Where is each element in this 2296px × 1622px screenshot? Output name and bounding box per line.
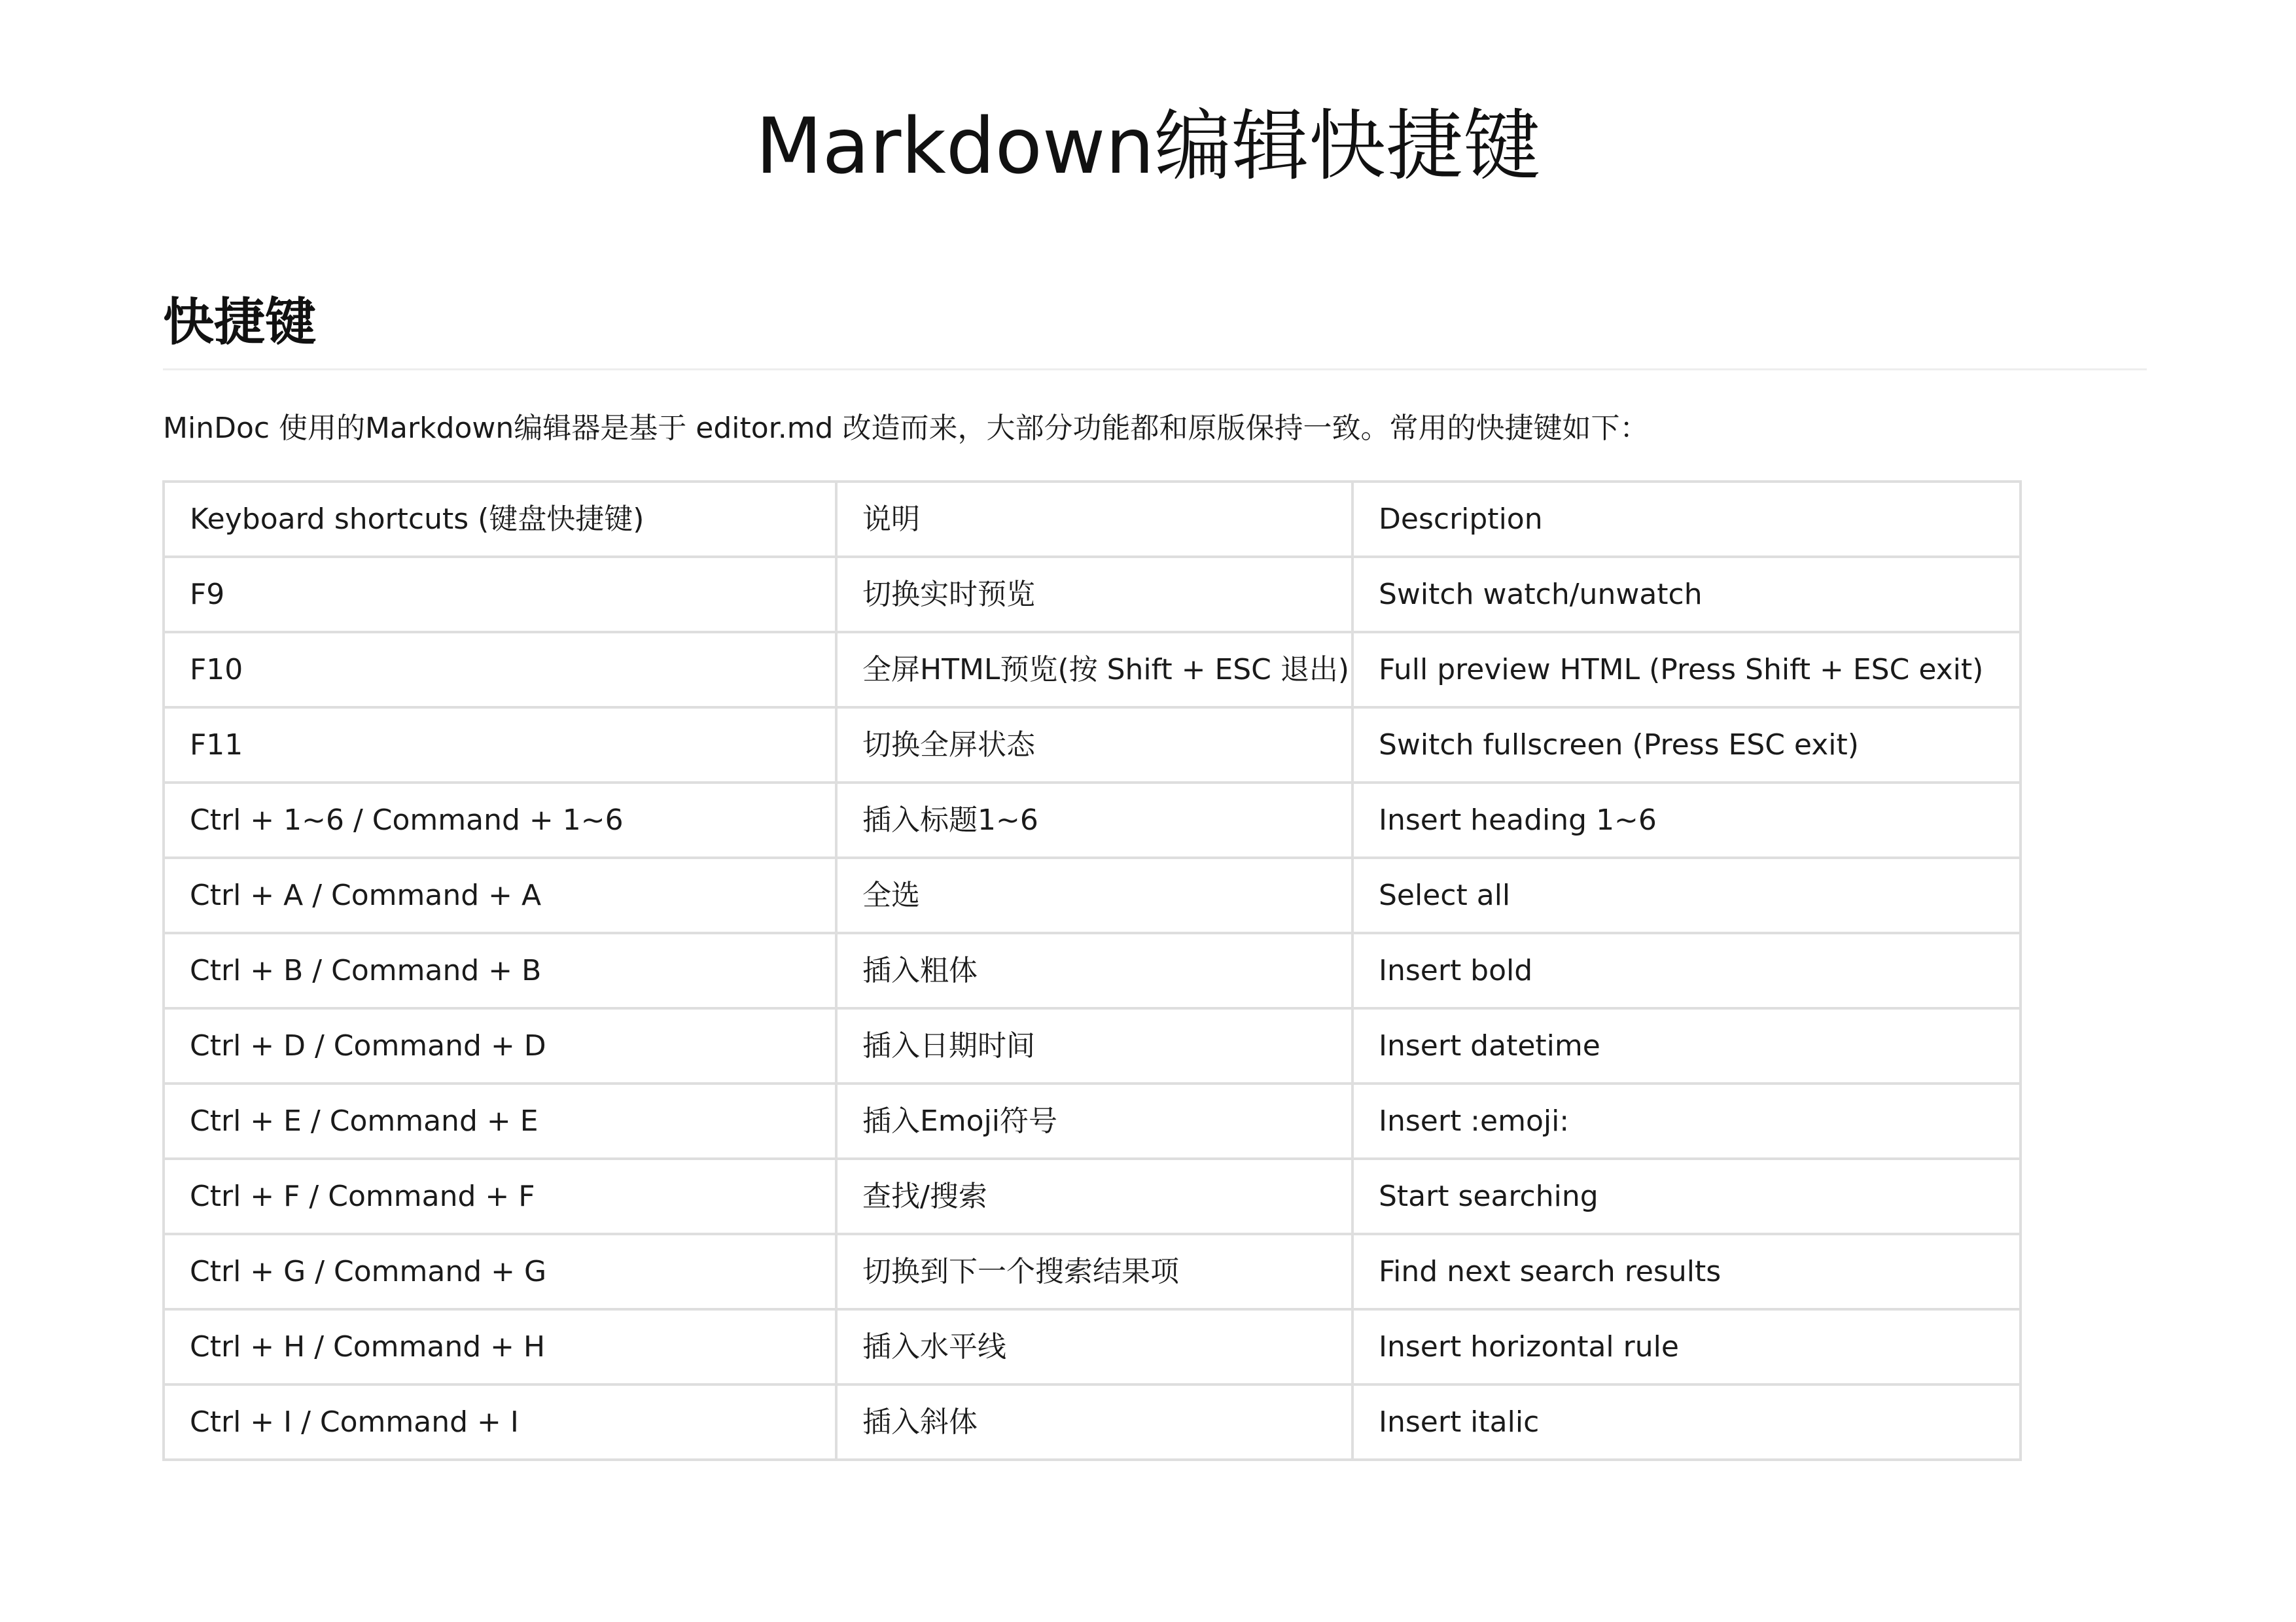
shortcut-cell: Ctrl + H / Command + H [164,1309,836,1384]
section-divider [163,368,2147,370]
table-row [164,1084,2021,1159]
table-row [164,1309,2021,1384]
shortcut-cell: Ctrl + D / Command + D [164,1008,836,1084]
table-row [164,783,2021,858]
note-cell: 全屏HTML预览(按 Shift + ESC 退出) [836,632,1352,707]
header-cell-description: Description [1352,482,2021,557]
shortcut-cell: Ctrl + I / Command + I [164,1384,836,1460]
shortcut-cell: Ctrl + A / Command + A [164,858,836,933]
section-heading: 快捷键 [163,293,317,352]
document-title: Markdown编辑快捷键 [755,101,1541,191]
note-cell: 插入粗体 [836,933,1352,1008]
shortcut-cell: F10 [164,632,836,707]
shortcut-cell: Ctrl + 1~6 / Command + 1~6 [164,783,836,858]
description-cell: Switch watch/unwatch [1352,557,2021,632]
table-row [164,1384,2021,1460]
description-cell: Switch fullscreen (Press ESC exit) [1352,707,2021,783]
table-row [164,933,2021,1008]
shortcut-table [162,480,2022,1461]
note-cell: 查找/搜索 [836,1159,1352,1234]
note-cell: 插入斜体 [836,1384,1352,1460]
description-cell: Find next search results [1352,1234,2021,1309]
shortcut-cell: F9 [164,557,836,632]
description-cell: Full preview HTML (Press Shift + ESC exit) [1352,632,2021,707]
description-cell: Insert datetime [1352,1008,2021,1084]
description-cell: Insert italic [1352,1384,2021,1460]
note-cell: 切换到下一个搜索结果项 [836,1234,1352,1309]
table-row [164,1234,2021,1309]
header-cell-shortcut: Keyboard shortcuts (键盘快捷键) [164,482,836,557]
intro-paragraph: MinDoc 使用的Markdown编辑器是基于 editor.md 改造而来，大部分功能都和原版保持一致。常用的快捷键如下： [163,412,1649,445]
description-cell: Start searching [1352,1159,2021,1234]
note-cell: 插入Emoji符号 [836,1084,1352,1159]
shortcut-cell: Ctrl + F / Command + F [164,1159,836,1234]
note-cell: 插入水平线 [836,1309,1352,1384]
shortcut-cell: F11 [164,707,836,783]
note-cell: 切换实时预览 [836,557,1352,632]
table-row [164,707,2021,783]
description-cell: Insert heading 1~6 [1352,783,2021,858]
shortcut-cell: Ctrl + B / Command + B [164,933,836,1008]
table-row [164,858,2021,933]
note-cell: 插入标题1~6 [836,783,1352,858]
table-row [164,632,2021,707]
header-cell-note: 说明 [836,482,1352,557]
table-header-row [164,482,2021,557]
table-row [164,557,2021,632]
description-cell: Select all [1352,858,2021,933]
description-cell: Insert :emoji: [1352,1084,2021,1159]
note-cell: 插入日期时间 [836,1008,1352,1084]
table-row [164,1159,2021,1234]
shortcut-cell: Ctrl + G / Command + G [164,1234,836,1309]
description-cell: Insert bold [1352,933,2021,1008]
note-cell: 切换全屏状态 [836,707,1352,783]
note-cell: 全选 [836,858,1352,933]
description-cell: Insert horizontal rule [1352,1309,2021,1384]
shortcut-cell: Ctrl + E / Command + E [164,1084,836,1159]
table-row [164,1008,2021,1084]
